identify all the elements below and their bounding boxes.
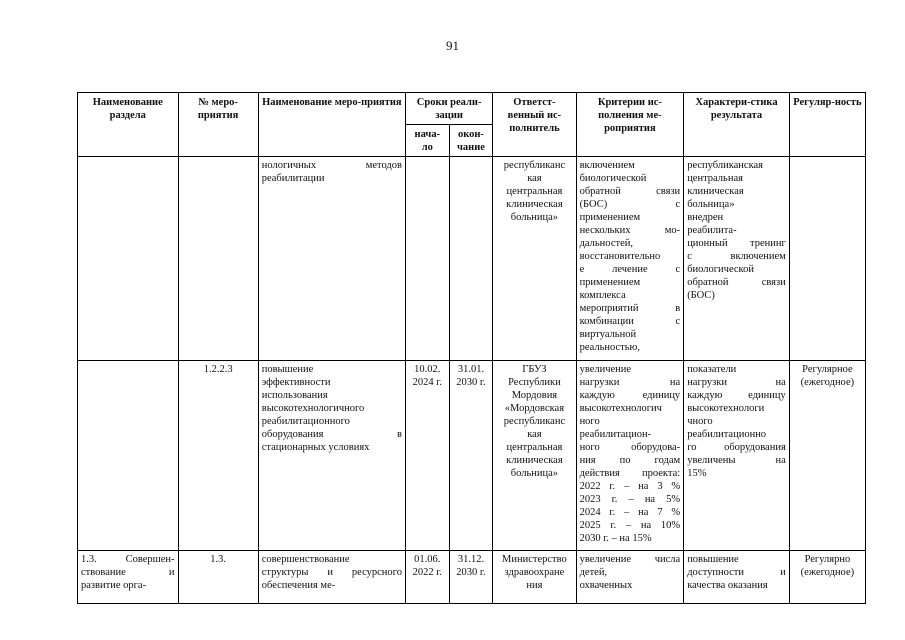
header-executor: Ответст-венный ис-полнитель <box>493 93 576 157</box>
cell-regularity <box>789 361 865 551</box>
cell-line: кая <box>527 429 542 440</box>
cell-line: (БОС) с <box>579 199 681 210</box>
cell-event-name <box>258 551 405 604</box>
cell-line: структуры и ресурсного <box>261 567 402 578</box>
cell-line: республиканс <box>503 160 566 171</box>
cell-line: охваченных <box>579 580 633 591</box>
cell-line: восстановительно <box>579 251 661 262</box>
cell-event-name <box>258 361 405 551</box>
cell-line: 2030 г. <box>456 567 486 578</box>
cell-section <box>78 361 179 551</box>
cell-line: доступности и <box>687 567 786 578</box>
cell-executor <box>493 551 576 604</box>
cell-result <box>684 157 790 361</box>
cell-criteria <box>576 157 684 361</box>
cell-line: го оборудования <box>687 442 786 453</box>
cell-line: действия проекта: <box>579 468 681 479</box>
cell-line: увеличение числа <box>579 554 681 565</box>
cell-line: 2024 г. <box>412 377 442 388</box>
cell-line: ствование и <box>81 567 175 578</box>
cell-line: 2023 г. – на 5% <box>579 494 681 505</box>
cell-section <box>78 551 179 604</box>
cell-line: больница» <box>510 468 559 479</box>
cell-line: реабилитационного <box>261 416 350 427</box>
cell-line: 2022 г. <box>412 567 442 578</box>
cell-line: клиническая <box>506 199 563 210</box>
cell-line: виртуальной <box>579 329 637 340</box>
cell-line: дальностей, <box>579 238 633 249</box>
cell-line: нологичных методов <box>261 160 402 171</box>
cell-line: высокотехнологичного <box>261 403 365 414</box>
cell-line: с включением <box>687 251 786 262</box>
cell-line: чного <box>687 416 713 427</box>
cell-line: детей, <box>579 567 608 578</box>
cell-line: нагрузки на <box>687 377 786 388</box>
cell-line: каждую единицу <box>579 390 681 401</box>
cell-line: ГБУЗ <box>522 364 547 375</box>
cell-line: эффективности <box>261 377 331 388</box>
cell-line: обратной связи <box>579 186 681 197</box>
cell-line: Министерство <box>502 554 567 565</box>
cell-line: клиническая <box>506 455 563 466</box>
header-start: нача-ло <box>405 125 449 157</box>
header-section: Наименование раздела <box>78 93 179 157</box>
cell-line: оборудования в <box>261 429 402 440</box>
cell-line: (ежегодное) <box>800 377 855 388</box>
table-row <box>78 157 866 361</box>
cell-end <box>449 157 493 361</box>
cell-line: 2024 г. – на 7 % <box>579 507 681 518</box>
cell-line: увеличены на <box>687 455 786 466</box>
cell-line: центральная <box>687 173 743 184</box>
cell-line: реабилитационно <box>687 429 767 440</box>
cell-section <box>78 157 179 361</box>
cell-end <box>449 551 493 604</box>
cell-line: ного оборудова- <box>579 442 681 453</box>
event-plan-table <box>77 92 866 604</box>
cell-line: «Мордовская <box>504 403 565 414</box>
cell-line: качества оказания <box>687 580 768 591</box>
cell-line: включением <box>579 160 635 171</box>
header-end: окон-чание <box>449 125 493 157</box>
cell-criteria <box>576 551 684 604</box>
header-row <box>78 93 866 125</box>
cell-line: реабилитации <box>261 173 325 184</box>
cell-line: 15% <box>687 468 707 479</box>
cell-regularity <box>789 551 865 604</box>
cell-line: е лечение с <box>579 264 681 275</box>
cell-regularity <box>789 157 865 361</box>
header-criteria: Критерии ис-полнения ме-роприятия <box>576 93 684 157</box>
table-row <box>78 551 866 604</box>
cell-line: высокотехнологи <box>687 403 765 414</box>
cell-executor <box>493 157 576 361</box>
cell-line: биологической <box>687 264 754 275</box>
cell-event-name <box>258 157 405 361</box>
header-result: Характери-стика результата <box>684 93 790 157</box>
cell-line: центральная <box>506 442 563 453</box>
cell-line: реабилита- <box>687 225 737 236</box>
cell-line: Регулярно <box>804 554 851 565</box>
cell-line: Республики <box>508 377 561 388</box>
cell-event-no <box>178 157 258 361</box>
header-terms: Сроки реали-зации <box>405 93 492 125</box>
cell-line: развитие орга- <box>81 580 147 591</box>
table-row <box>78 361 866 551</box>
cell-line: ния по годам <box>579 455 681 466</box>
cell-line: ния <box>526 580 543 591</box>
cell-line: 31.01. <box>457 364 485 375</box>
cell-line: (ежегодное) <box>800 567 855 578</box>
header-event-name: Наименование меро-приятия <box>258 93 405 157</box>
cell-executor <box>493 361 576 551</box>
cell-line: 2030 г. <box>456 377 486 388</box>
cell-result <box>684 551 790 604</box>
cell-start <box>405 361 449 551</box>
cell-line: каждую единицу <box>687 390 786 401</box>
header-event-no: № меро-приятия <box>178 93 258 157</box>
cell-line: 2022 г. – на 3 % <box>579 481 681 492</box>
cell-line: 1.2.2.3 <box>203 364 233 375</box>
cell-criteria <box>576 361 684 551</box>
cell-line: Регулярное <box>802 364 853 375</box>
cell-line: повышение <box>687 554 739 565</box>
cell-line: здравоохране <box>504 567 565 578</box>
cell-line: увеличение <box>579 364 632 375</box>
cell-event-no <box>178 361 258 551</box>
cell-line: 01.06. <box>414 554 441 565</box>
cell-line: кая <box>527 173 542 184</box>
cell-line: реальностью, <box>579 342 641 353</box>
cell-line: республиканская <box>687 160 764 171</box>
cell-line: 31.12. <box>457 554 485 565</box>
cell-line: применением <box>579 212 641 223</box>
cell-line: Мордовия <box>511 390 558 401</box>
cell-line: биологической <box>579 173 647 184</box>
cell-line: ного <box>579 416 600 427</box>
cell-start <box>405 157 449 361</box>
cell-line: ционный тренинг <box>687 238 786 249</box>
cell-line: использования <box>261 390 328 401</box>
cell-line: внедрен <box>687 212 724 223</box>
cell-line: комплекса <box>579 290 626 301</box>
cell-line: больница» <box>510 212 559 223</box>
cell-line: нескольких мо- <box>579 225 681 236</box>
cell-line: реабилитацион- <box>579 429 652 440</box>
cell-line: 10.02. <box>414 364 441 375</box>
cell-event-no <box>178 551 258 604</box>
cell-line: клиническая <box>687 186 744 197</box>
cell-line: стационарных условиях <box>261 442 370 453</box>
cell-end <box>449 361 493 551</box>
cell-line: повышение <box>261 364 314 375</box>
cell-line: комбинации с <box>579 316 681 327</box>
cell-line: 2025 г. – на 10% <box>579 520 681 531</box>
cell-line: центральная <box>506 186 563 197</box>
cell-line: мероприятий в <box>579 303 681 314</box>
cell-line: высокотехнологич <box>579 403 662 414</box>
cell-line: совершенствование <box>261 554 350 565</box>
cell-line: 1.3. Совершен- <box>81 554 175 565</box>
cell-result <box>684 361 790 551</box>
cell-start <box>405 551 449 604</box>
cell-line: республиканс <box>503 416 566 427</box>
cell-line: 1.3. <box>210 554 226 565</box>
cell-line: обеспечения ме- <box>261 580 336 591</box>
cell-line: (БОС) <box>687 290 715 301</box>
cell-line: нагрузки на <box>579 377 681 388</box>
cell-line: показатели <box>687 364 737 375</box>
cell-line: 2030 г. – на 15% <box>579 533 652 544</box>
header-regularity: Регуляр-ность <box>789 93 865 157</box>
cell-line: обратной связи <box>687 277 786 288</box>
page-number: 91 <box>446 38 459 53</box>
cell-line: больница» <box>687 199 735 210</box>
cell-line: применением <box>579 277 641 288</box>
